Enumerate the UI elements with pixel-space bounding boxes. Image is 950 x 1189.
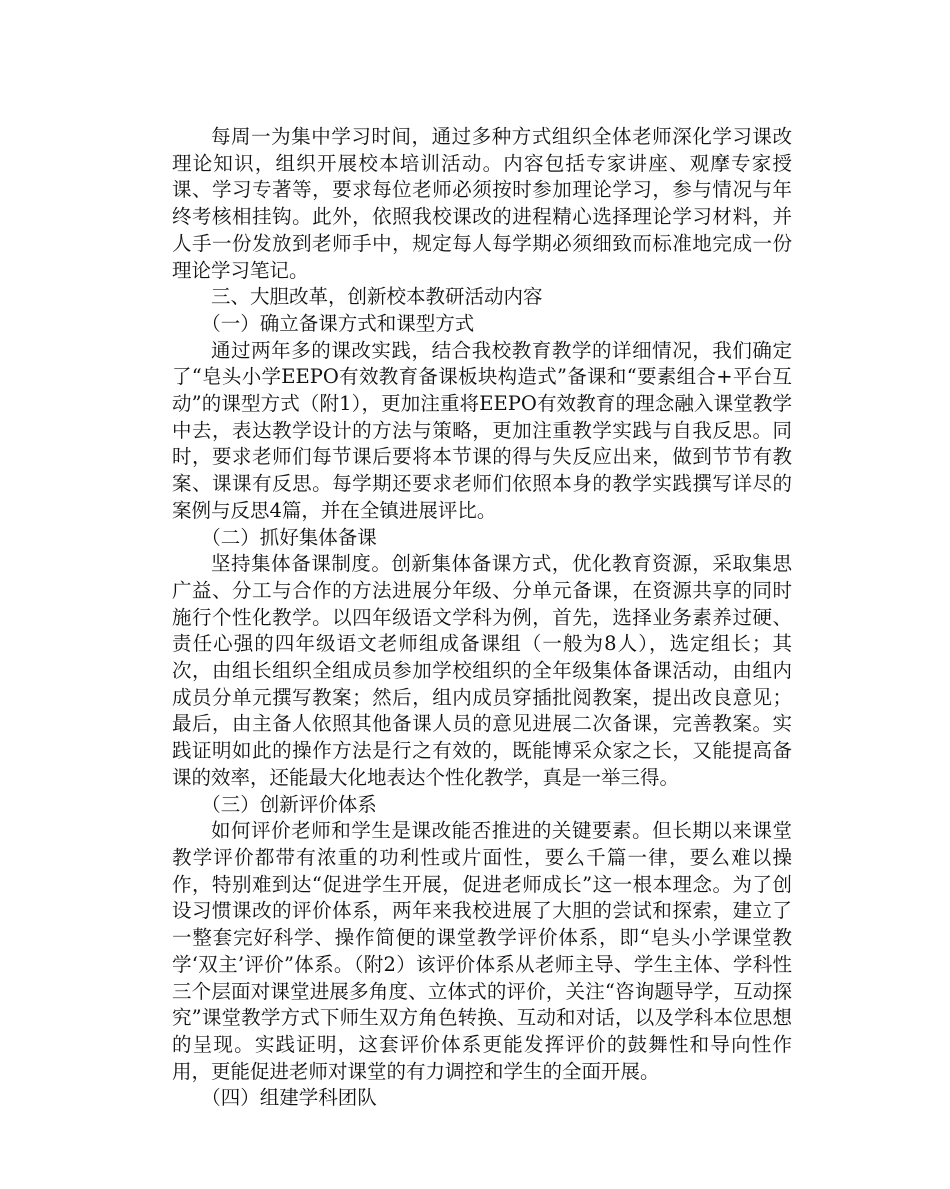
document-body bbox=[172, 124, 792, 1112]
subheading-collective-prep: （二）抓好集体备课 bbox=[201, 525, 377, 549]
paragraph-evaluation: 如何评价老师和学生是课改能否推进的关键要素。但长期以来课堂教学评价都带有浓重的功利性或片面性，要么千篇一律，要么难以操作，特别难到达“促进学生开展，促进老师成长”这一根本理念。为了创设习惯课改的评价体系，两年来我校进展了大胆的尝试和探索，建立了一整套完好科学、操作简便的课堂教学评价体系，即“皂头小学课堂教学‘双主’评价”体系。（附2）该评价体系从老师主导、学生主体、学科性三个层面对课堂进展多角度、立体式的评价，关注“咨询题导学，互动探究”课堂教学方式下师生双方角色转换、互动和对话，以及学科本位思想的呈现。实践证明，这套评价体系更能发挥评价的鼓舞性和导向性作用，更能促进老师对课堂的有力调控和学生的全面开展。 bbox=[172, 819, 792, 1083]
subheading-lesson-mode: （一）确立备课方式和课型方式 bbox=[201, 311, 475, 335]
subheading-subject-team: （四）组建学科团队 bbox=[201, 1086, 377, 1110]
paragraph-collective-prep: 坚持集体备课制度。创新集体备课方式，优化教育资源，采取集思广益、分工与合作的方法进展分年级、分单元备课，在资源共享的同时施行个性化教学。以四年级语文学科为例，首先，选择业务素养过硬、责任心强的四年级语文老师组成备课组（一般为8人），选定组长；其次，由组长组织全组成员参加学校组织的全年级集体备课活动，由组内成员分单元撰写教案；然后，组内成员穿插批阅教案，提出改良意见；最后，由主备人依照其他备课人员的意见进展二次备课，完善教案。实践证明如此的操作方法是行之有效的，既能博采众家之长，又能提高备课的效率，还能最大化地表达个性化教学，真是一举三得。 bbox=[172, 552, 792, 789]
paragraph-lesson-mode: 通过两年多的课改实践，结合我校教育教学的详细情况，我们确定了“皂头小学EEPO有效教育备课板块构造式”备课和“要素组合+平台互动”的课型方式（附1），更加注重将EEPO有效教育的理念融入课堂教学中去，表达教学设计的方法与策略，更加注重教学实践与自我反思。同时，要求老师们每节课后要将本节课的得与失反应出来，做到节节有教案、课课有反思。每学期还要求老师们依照本身的教学实践撰写详尽的案例与反思4篇，并在全镇进展评比。 bbox=[172, 338, 792, 522]
section-heading-reform: 三、大胆改革，创新校本教研活动内容 bbox=[211, 285, 543, 309]
paragraph-study-time: 每周一为集中学习时间，通过多种方式组织全体老师深化学习课改理论知识，组织开展校本培训活动。内容包括专家讲座、观摩专家授课、学习专著等，要求每位老师必须按时参加理论学习，参与情况与年终考核相挂钩。此外，依照我校课改的进程精心选择理论学习材料，并人手一份发放到老师手中，规定每人每学期必须细致而标准地完成一份理论学习笔记。 bbox=[172, 125, 792, 282]
subheading-evaluation: （三）创新评价体系 bbox=[201, 792, 377, 816]
